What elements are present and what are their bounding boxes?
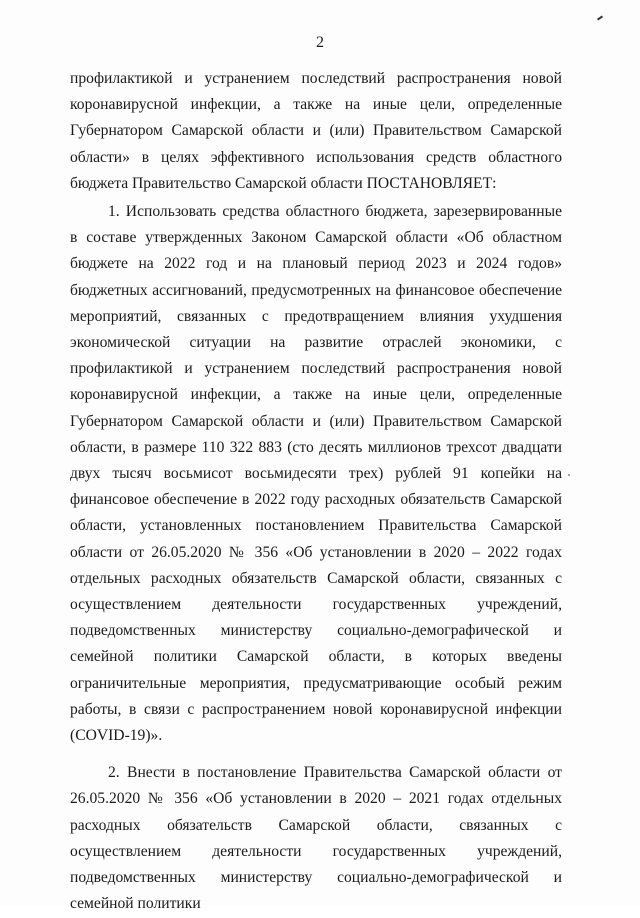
- document-body: [70, 66, 562, 918]
- paragraph-preamble-continuation: профилактикой и устранением последствий распространения новой коронавирусной инфекции, а также на иные цели, определенные Губернатором Самарской области и (или) Правительством Самарской области» в целях эффективного использования средств областного бюджета Правительство Самарской области ПОСТАНОВЛЯЕТ:: [70, 70, 562, 192]
- page-number: 2: [316, 34, 324, 51]
- scan-speck: [568, 474, 570, 476]
- pen-mark: [597, 15, 603, 20]
- paragraph-item-2: 2. Внести в постановление Правительства Самарской области от 26.05.2020 № 356 «Об установлении в 2020 – 2021 годах отдельных расходных обязательств Самарской области, связанных с осуществлением деятельности государственных учреждений, подведомственных министерству социально-демографической и семейной политики: [70, 764, 562, 913]
- paragraph-item-1: 1. Использовать средства областного бюджета, зарезервированные в составе утвержденных Законом Самарской области «Об областном бюджете на 2022 год и на плановый период 2023 и 2024 годов» бюджетных ассигнований, предусмотренных на финансовое обеспечение мероприятий, связанных с предотвращением влияния ухудшения экономической ситуации на развитие отраслей экономики, с профилактикой и устранением последствий распространения новой коронавирусной инфекции, а также на иные цели, определенные Губернатором Самарской области и (или) Правительством Самарской области, в размере 110 322 883 (сто десять миллионов трехсот двадцати двух тысяч восьмисот восьмидесяти трех) рублей 91 копейки на финансовое обеспечение в 2022 году расходных обязательств Самарской области, установленных постановлением Правительства Самарской области от 26.05.2020 № 356 «Об установлении в 2020 – 2022 годах отдельных расходных обязательств Самарской области, связанных с осуществлением деятельности государственных учреждений, подведомственных министерству социально-демографической и семейной политики Самарской области, в которых введены ограничительные мероприятия, предусматривающие особый режим работы, в связи с распространением новой коронавирусной инфекции (COVID-19)».: [70, 203, 562, 745]
